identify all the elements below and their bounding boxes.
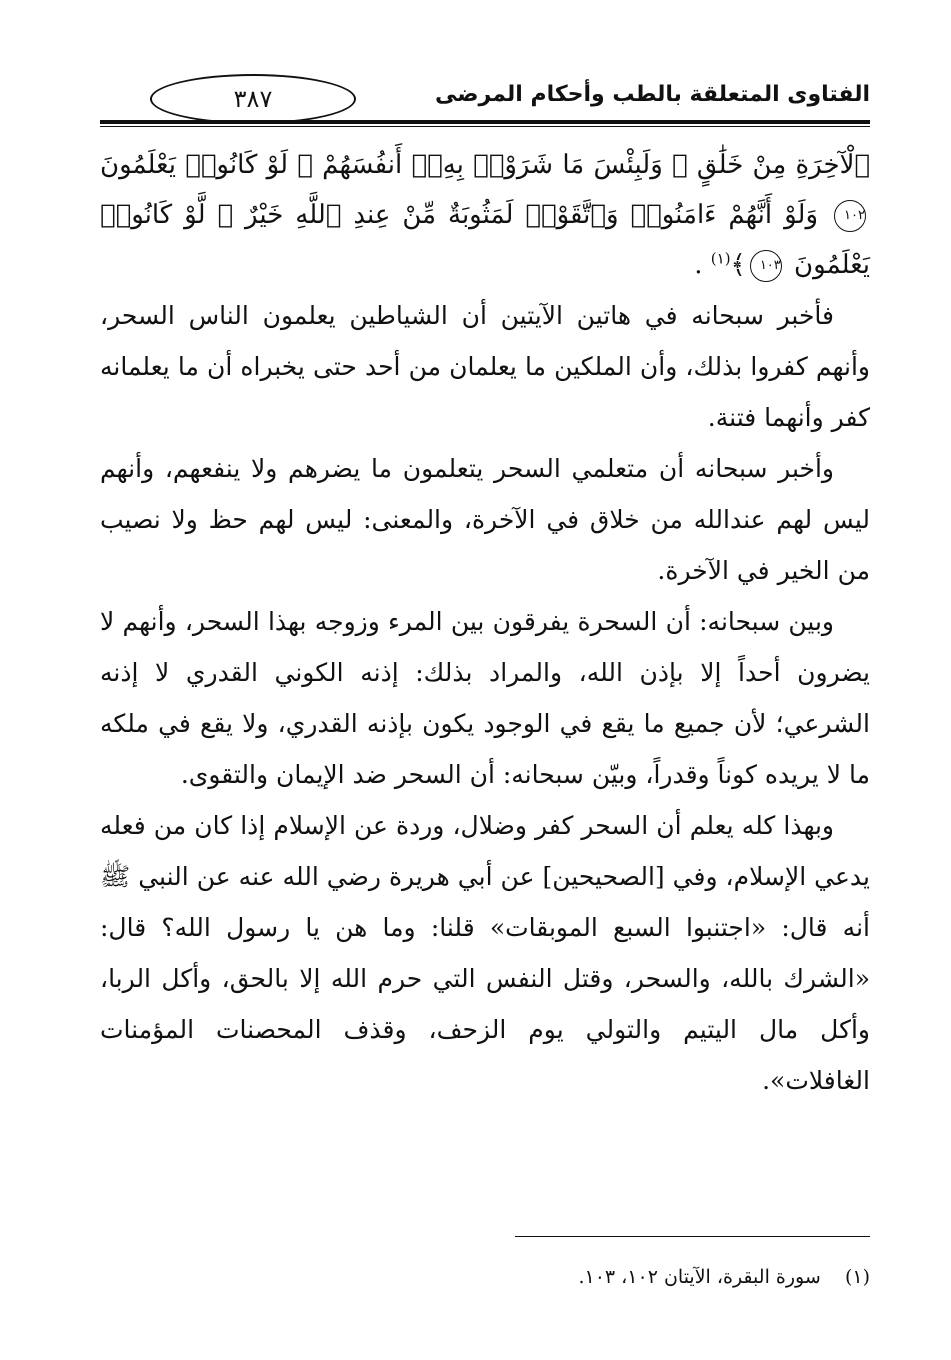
footnote: [100, 1262, 870, 1292]
verse-end-mark-1: ١٠٢: [834, 200, 866, 232]
verse-text-1: ٱلْآخِرَةِ مِنْ خَلَٰقٍ ۚ وَلَبِئْسَ مَا شَرَوْا۟ بِهِۦٓ أَنفُسَهُمْ ۚ لَوْ كَانُوا۟ يَعْلَمُونَ: [100, 150, 870, 180]
footnote-text: سورة البقرة، الآيتان ١٠٢، ١٠٣.: [578, 1266, 821, 1288]
footnote-reference: (١): [710, 249, 731, 268]
footnote-marker: (١): [844, 1266, 870, 1288]
verse-closing-bracket: ﴾: [730, 250, 746, 280]
quran-verse: [100, 140, 870, 290]
body-text: [100, 140, 870, 1106]
verse-text-2: وَلَوْ أَنَّهُمْ ءَامَنُوا۟ وَٱتَّقَوْا۟ لَمَثُوبَةٌ مِّنْ عِندِ ٱللَّهِ خَيْرٌ ۖ لَّوْ كَانُوا۟ يَعْلَمُونَ: [100, 200, 870, 280]
verse-end-mark-2: ١٠٣: [750, 250, 782, 282]
header-rule-thin: [100, 126, 870, 127]
paragraph-4: وبهذا كله يعلم أن السحر كفر وضلال، وردة عن الإسلام إذا كان من فعله يدعي الإسلام، وفي [الصحيحين] عن أبي هريرة رضي الله عنه عن النبي ﷺ أنه قال: «اجتنبوا السبع الموبقات» قلنا: وما هن يا رسول الله؟ قال: «الشرك بالله، والسحر، وقتل النفس التي حرم الله إلا بالحق، وأكل الربا، وأكل مال اليتيم والتولي يوم الزحف، وقذف المحصنات المؤمنات الغافلات».: [100, 811, 870, 1095]
paragraph-3: وبين سبحانه: أن السحرة يفرقون بين المرء وزوجه بهذا السحر، وأنهم لا يضرون أحداً إلا بإذن الله، والمراد بذلك: إذنه الكوني القدري لا إذنه الشرعي؛ لأن جميع ما يقع في الوجود يكون بإذنه القدري، ولا يقع في ملكه ما لا يريده كوناً وقدراً، وبيّن سبحانه: أن السحر ضد الإيمان والتقوى.: [100, 607, 870, 789]
paragraph-2: وأخبر سبحانه أن متعلمي السحر يتعلمون ما يضرهم ولا ينفعهم، وأنهم ليس لهم عندالله من خلاق في الآخرة، والمعنى: ليس لهم حظ ولا نصيب من الخير في الآخرة.: [100, 454, 870, 585]
verse-tail: .: [694, 250, 703, 280]
header-rule-thick: [100, 120, 870, 124]
page-header: [100, 68, 870, 124]
page-number: ٣٨٧: [150, 74, 356, 124]
paragraph-1: فأخبر سبحانه في هاتين الآيتين أن الشياطين يعلمون الناس السحر، وأنهم كفروا بذلك، وأن الملكين ما يعلمان من أحد حتى يخبراه أن ما يعلمانه كفر وأنهما فتنة.: [100, 301, 870, 432]
running-title: الفتاوى المتعلقة بالطب وأحكام المرضى: [435, 82, 870, 107]
footnote-separator: [515, 1236, 870, 1237]
